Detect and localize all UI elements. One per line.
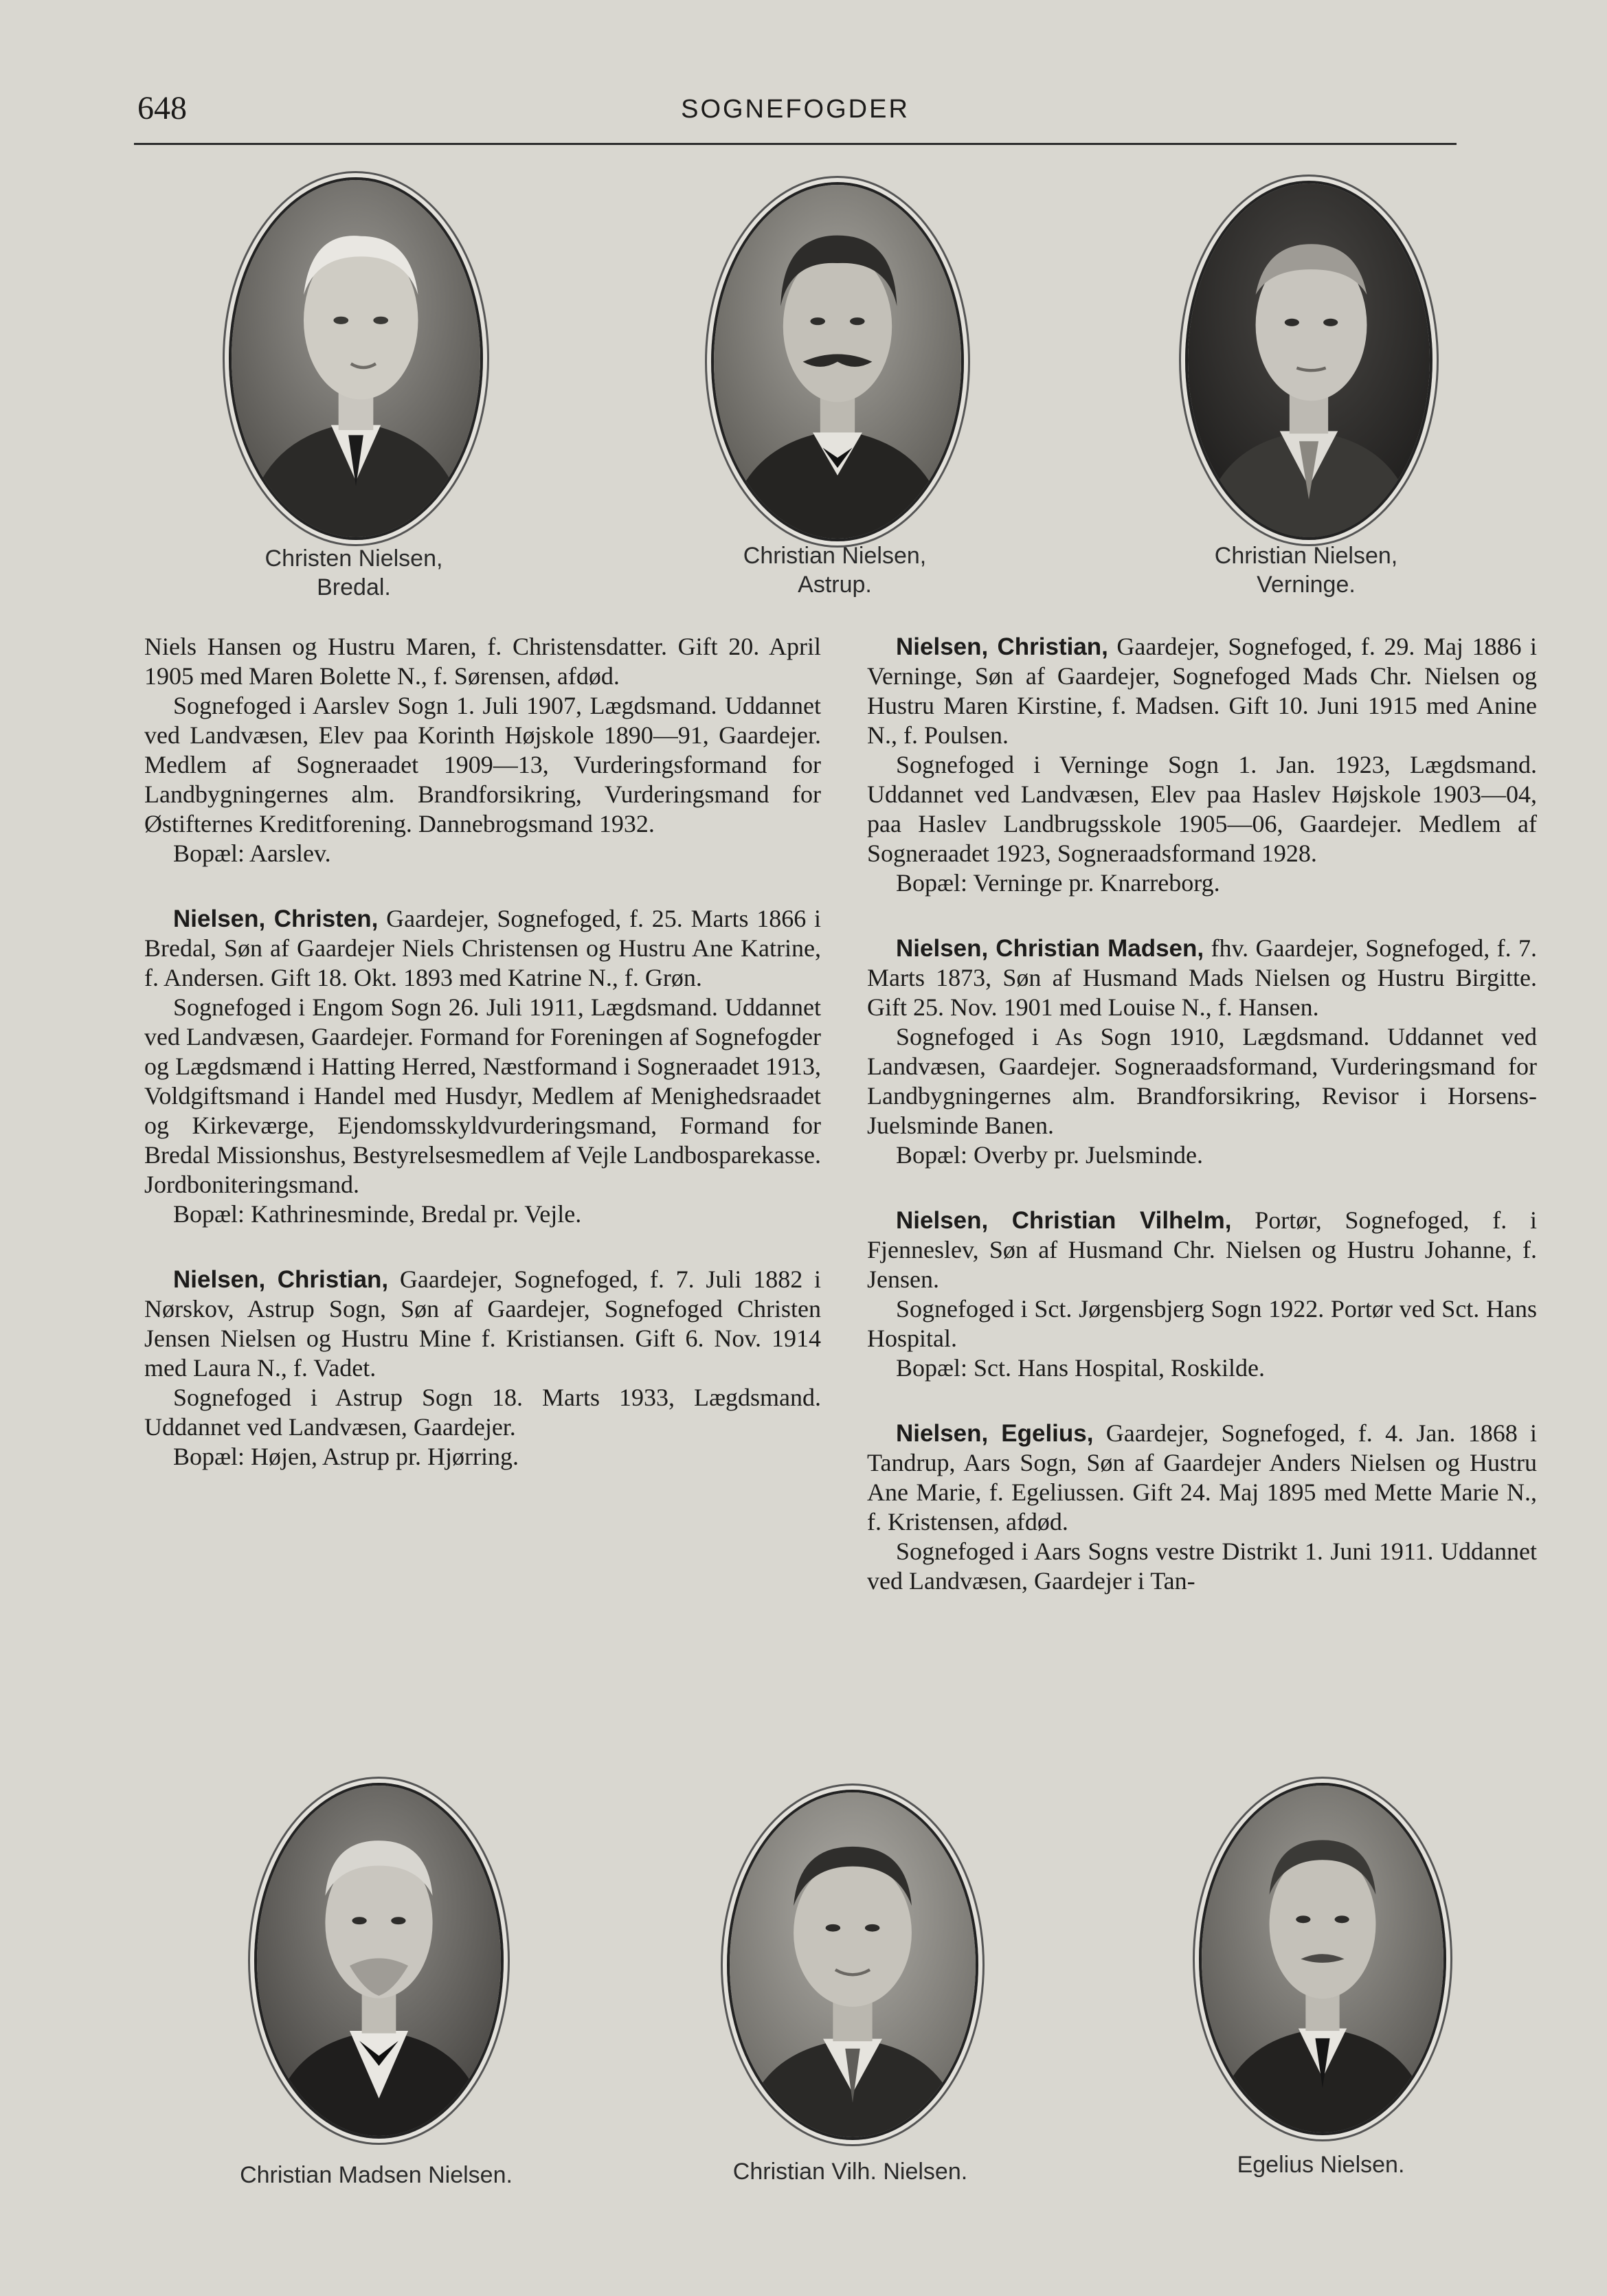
- caption-egelius-nielsen: [1175, 2150, 1467, 2179]
- portrait-photo: [257, 1786, 501, 2136]
- entry-residence: Bopæl: Kathrinesminde, Bredal pr. Vejle.: [173, 1200, 582, 1228]
- portrait-photo: [730, 1792, 976, 2137]
- caption-name: Christian Madsen Nielsen.: [240, 2162, 513, 2188]
- entry-name: Nielsen, Christian,: [896, 633, 1108, 660]
- caption-name: Christen Nielsen,: [265, 545, 443, 572]
- portrait-photo: [1188, 183, 1430, 537]
- entry-text: Sognefoged i Aarslev Sogn 1. Juli 1907, Lægdsmand. Uddannet ved Landvæsen, Elev paa Korinth Højskole 1890—91, Gaardejer. Medlem af Sogneraadet 1909—13, Vurderingsformand for Landbygningernes alm. Brandforsikring, Vurderingsmand for Østifternes Kreditforening. Dannebrogsmand 1932.: [144, 692, 821, 837]
- portrait-christen-nielsen-bredal: [229, 177, 483, 540]
- entry-name: Nielsen, Christen,: [173, 905, 379, 932]
- caption-name: Egelius Nielsen.: [1237, 2152, 1405, 2178]
- entry-name: Nielsen, Christian Vilhelm,: [896, 1207, 1232, 1234]
- entry-text: Gaardejer, Sognefoged, f. 29. Maj 1886 i Verninge, Søn af Gaardejer, Sognefoged Mads Chr. Nielsen og Hustru Maren Kirstine, f. Madsen. Gift 10. Juni 1915 med Anine N., f. Poulsen.: [867, 633, 1537, 749]
- entry-text: Sognefoged i Engom Sogn 26. Juli 1911, Lægdsmand. Uddannet ved Landvæsen, Gaardejer. Formand for Foreningen af Sognefogder og Lægdsmænd i Hatting Herred, Næstformand i Sogneraadet 1913, Voldgiftsmand i Handel med Husdyr, Medlem af Menighedsraadet og Kirkeværge, Ejendomsskyldvurderingsmand, Formand for Bredal Missionshus, Bestyrelsesmedlem af Vejle Landbosparekasse. Jordboniteringsmand.: [144, 993, 821, 1198]
- caption-name: Christian Vilh. Nielsen.: [732, 2159, 968, 2185]
- entry-text: Sognefoged i Aars Sogns vestre Distrikt 1. Juni 1911. Uddannet ved Landvæsen, Gaardejer i Tan-: [867, 1538, 1537, 1595]
- caption-place: Bredal.: [317, 574, 391, 600]
- running-head: SOGNEFOGDER: [681, 95, 910, 124]
- entry-text: Gaardejer, Sognefoged, f. 7. Juli 1882 i Nørskov, Astrup Sogn, Søn af Gaardejer, Sognefoged Christen Jensen Nielsen og Hustru Mine f. Kristiansen. Gift 6. Nov. 1914 med Laura N., f. Vadet.: [144, 1265, 821, 1382]
- entry-name: Nielsen, Christian Madsen,: [896, 935, 1204, 962]
- caption-christian-vilh-nielsen: [687, 2157, 1013, 2186]
- portrait-egelius-nielsen: [1199, 1783, 1446, 2135]
- entry-text: Niels Hansen og Hustru Maren, f. Christensdatter. Gift 20. April 1905 med Maren Bolette N., f. Sørensen, afdød.: [144, 633, 821, 690]
- portrait-photo: [714, 185, 961, 539]
- caption-name: Christian Nielsen,: [1214, 543, 1398, 569]
- entry-name: Nielsen, Egelius,: [896, 1420, 1094, 1447]
- entry-text: Sognefoged i Sct. Jørgensbjerg Sogn 1922. Portør ved Sct. Hans Hospital.: [867, 1295, 1537, 1352]
- caption-christian-nielsen-astrup: [708, 541, 962, 599]
- text-column-left: [144, 632, 821, 1507]
- entry-text: Gaardejer, Sognefoged, f. 4. Jan. 1868 i Tandrup, Aars Sogn, Søn af Gaardejer Anders Nielsen og Hustru Ane Marie, f. Egeliussen. Gift 24. Maj 1895 med Mette Marie N., f. Kristensen, afdød.: [867, 1419, 1537, 1535]
- text-column-right: [867, 632, 1537, 1632]
- entry-text: Sognefoged i As Sogn 1910, Lægdsmand. Uddannet ved Landvæsen, Gaardejer. Sogneraadsformand, Vurderingsmand for Landbygningernes alm. Brandforsikring, Revisor i Horsens-Juelsminde Banen.: [867, 1023, 1537, 1139]
- entry-residence: Bopæl: Verninge pr. Knarreborg.: [896, 869, 1220, 897]
- caption-place: Verninge.: [1257, 572, 1356, 598]
- entry-text: Portør, Sognefoged, f. i Fjenneslev, Søn af Husmand Chr. Nielsen og Hustru Johanne, f. Jensen.: [867, 1206, 1537, 1293]
- entry-nielsen-christian-astrup: [144, 1265, 821, 1472]
- page-number: 648: [137, 90, 187, 126]
- caption-christian-nielsen-verninge: [1178, 541, 1434, 599]
- entry-text: Gaardejer, Sognefoged, f. 25. Marts 1866 i Bredal, Søn af Gaardejer Niels Christensen og Hustru Ane Katrine, f. Andersen. Gift 18. Okt. 1893 med Katrine N., f. Grøn.: [144, 905, 821, 991]
- caption-christian-madsen-nielsen: [206, 2161, 546, 2190]
- entry-text: Sognefoged i Astrup Sogn 18. Marts 1933, Lægdsmand. Uddannet ved Landvæsen, Gaardejer.: [144, 1384, 821, 1441]
- entry-nielsen-christian-vilhelm: [867, 1206, 1537, 1383]
- portrait-christian-vilh-nielsen: [727, 1790, 978, 2140]
- entry-nielsen-christen: [144, 904, 821, 1229]
- entry-continuation: [144, 632, 821, 868]
- portrait-christian-madsen-nielsen: [254, 1783, 504, 2139]
- caption-name: Christian Nielsen,: [743, 543, 927, 569]
- entry-residence: Bopæl: Aarslev.: [173, 840, 331, 867]
- portrait-photo: [1202, 1786, 1443, 2132]
- portrait-christian-nielsen-astrup: [711, 182, 964, 541]
- entry-residence: Bopæl: Overby pr. Juelsminde.: [896, 1141, 1203, 1169]
- entry-name: Nielsen, Christian,: [173, 1266, 389, 1293]
- portrait-photo: [232, 180, 480, 537]
- portrait-christian-nielsen-verninge: [1185, 181, 1432, 540]
- entry-text: fhv. Gaardejer, Sognefoged, f. 7. Marts 1873, Søn af Husmand Mads Nielsen og Hustru Birgitte. Gift 25. Nov. 1901 med Louise N., f. Hansen.: [867, 934, 1537, 1021]
- entry-nielsen-christian-madsen: [867, 934, 1537, 1170]
- entry-residence: Bopæl: Højen, Astrup pr. Hjørring.: [173, 1443, 519, 1470]
- entry-text: Sognefoged i Verninge Sogn 1. Jan. 1923, Lægdsmand. Uddannet ved Landvæsen, Elev paa Haslev Højskole 1903—04, paa Haslev Landbrugsskole 1905—06, Gaardejer. Medlem af Sogneraadet 1923, Sogneraadsformand 1928.: [867, 751, 1537, 867]
- caption-place: Astrup.: [798, 572, 872, 598]
- entry-residence: Bopæl: Sct. Hans Hospital, Roskilde.: [896, 1354, 1266, 1382]
- entry-nielsen-christian-verninge: [867, 632, 1537, 898]
- caption-christen-nielsen: [227, 544, 481, 602]
- page-header: [134, 81, 1457, 145]
- entry-nielsen-egelius: [867, 1419, 1537, 1596]
